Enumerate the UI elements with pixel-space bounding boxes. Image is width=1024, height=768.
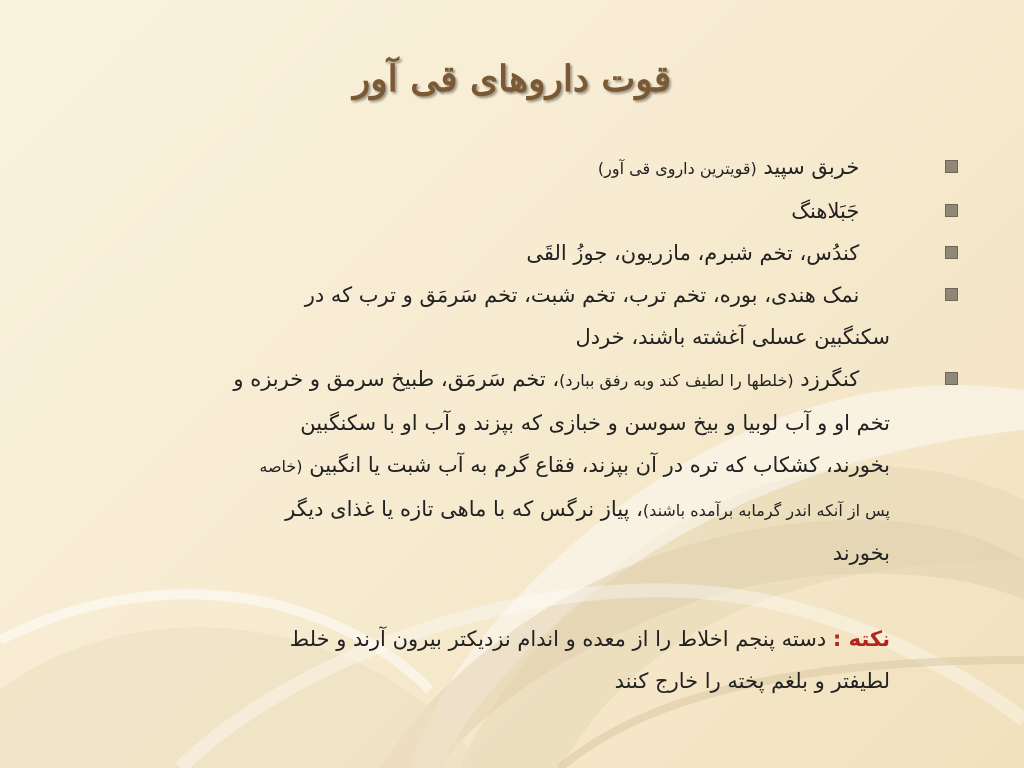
bullet-icon: [945, 246, 958, 259]
slide-title: قوت داروهای قی آور: [352, 58, 672, 100]
list-item-text: نمک هندی، بوره، تخم ترب، تخم شبت، تخم سَرمَق و ترب که در سکنگبین عسلی آغشته باشند، خردل: [304, 283, 890, 349]
list-item-text: ، تخم سَرمَق، طبیخ سرمق و خربزه و تخم او و آب لوبیا و بیخ سوسن و خبازی که بپزند و آب او با سکنگبین بخورند، کشکاب که تره در آن بپزند، فقاع گرم به آب شبت یا انگبین: [233, 367, 890, 477]
slide-body: [230, 146, 890, 702]
list-item: [230, 358, 890, 574]
list-item-note: (خاصه پس از آنکه اندر گرمابه برآمده باشند): [259, 457, 890, 520]
list-item-note: (خلطها را لطیف کند وبه رفق ببارد): [559, 371, 794, 390]
list-item-text: خربق سپید: [763, 155, 860, 179]
note-label: نکته :: [832, 627, 890, 651]
note-paragraph: [230, 618, 890, 702]
list-item-text: ، پیاز نرگس که با ماهی تازه یا غذای دیگر بخورند: [285, 497, 890, 565]
list-item: [230, 146, 890, 190]
list-item: [230, 190, 890, 232]
note-text: دسته پنجم اخلاط را از معده و اندام نزدیکتر بیرون آرند و خلط لطیفتر و بلغم پخته را خارج کنند: [289, 627, 890, 693]
bullet-icon: [945, 372, 958, 385]
list-item: [230, 232, 890, 274]
list-item-note: (قویترین داروی قی آور): [597, 159, 757, 178]
bullet-icon: [945, 160, 958, 173]
list-item-text: جَبَلاهنگ: [791, 199, 860, 223]
list-item: [230, 274, 890, 358]
list-item-text: کنگرزد: [800, 367, 860, 391]
bullet-icon: [945, 288, 958, 301]
list-item-text: کندُس، تخم شبرم، مازریون، جوزُ القَی: [526, 241, 860, 265]
bullet-icon: [945, 204, 958, 217]
